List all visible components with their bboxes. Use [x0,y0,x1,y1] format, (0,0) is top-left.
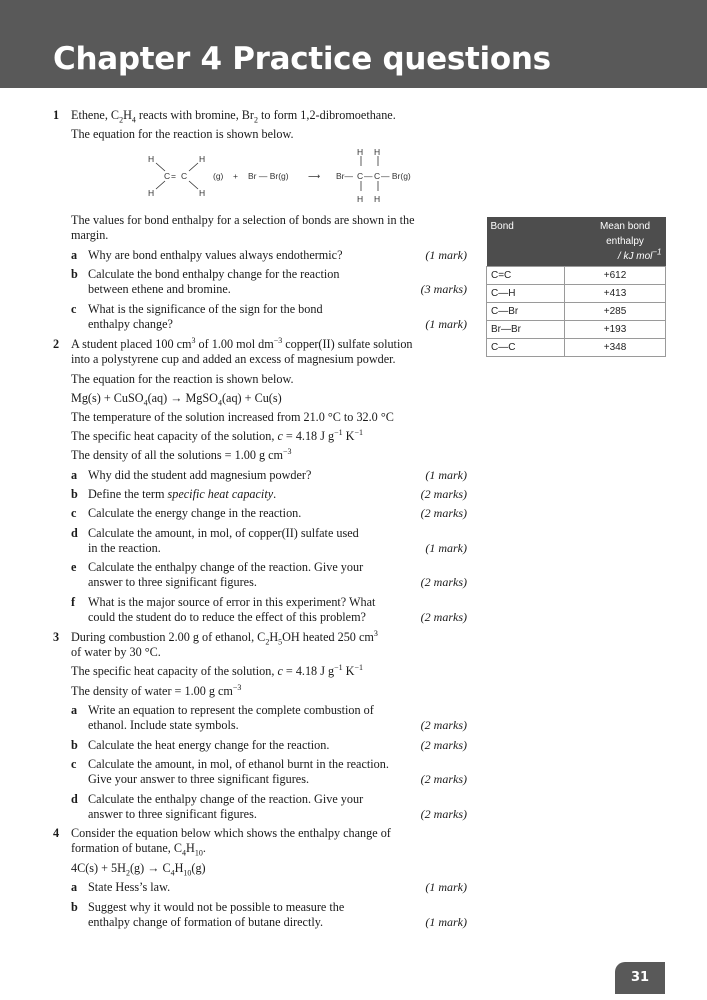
question-4-number: 4 [53,826,60,840]
part-letter: b [71,738,78,752]
question-1-number: 1 [53,108,60,122]
enthalpy-cell: +413 [565,285,666,303]
q2b-marks: (2 marks) [420,487,467,501]
table-header-row [487,217,666,267]
h-atom: H [357,194,364,204]
single-bond: — [364,171,373,181]
state-symbol: (g) [213,171,224,181]
q1b-text-1: Calculate the bond enthalpy change for the reaction [88,267,340,281]
enthalpy-cell: +348 [565,339,666,357]
q4-intro-1: Consider the equation below which shows the enthalpy change of [71,826,391,840]
q1a-marks: (1 mark) [425,248,467,262]
q2-specific-heat: The specific heat capacity of the solution, c = 4.18 J $g^{-1}$ $K^{-1}$ [71,427,363,443]
part-letter: a [71,248,78,262]
q3b-marks: (2 marks) [420,738,467,752]
q2-equation-intro: The equation for the reaction is shown below. [71,372,294,386]
table-row [487,285,666,303]
bond-enthalpy-table [486,217,666,357]
q4b-text-1: Suggest why it would not be possible to measure the [88,900,345,914]
q1-values-line-2: margin. [71,228,109,242]
page-number: 31 [615,962,665,994]
h-atom: H [357,147,364,157]
enthalpy-header-unit: / kJ mol$^{-1}$ [617,247,662,262]
question-2-number: 2 [53,337,60,351]
q1b-marks: (3 marks) [420,282,467,296]
q2e-text-1: Calculate the enthalpy change of the reaction. Give your [88,560,364,574]
q2e-text-2: answer to three significant figures. [88,575,257,589]
bond-cell: Br—Br [487,321,565,339]
q4a-text: State Hess’s law. [88,880,171,894]
q3c-text-2: Give your answer to three significant figures. [88,772,309,786]
q2f-text-2: could the student do to reduce the effect of this problem? [88,610,366,624]
q2e-marks: (2 marks) [420,575,467,589]
bond-cell: C—C [487,339,565,357]
enthalpy-header-label: Mean bond enthalpy [599,221,651,247]
bromine-molecule: Br — Br(g) [248,171,289,181]
q3-density: The density of water = 1.00 g $cm^{-3}$ [71,682,242,698]
q2a-marks: (1 mark) [425,468,467,482]
q3c-marks: (2 marks) [420,772,467,786]
q2-temperature: The temperature of the solution increased from 21.0 °C to 32.0 °C [71,410,394,424]
part-letter: b [71,900,78,914]
chapter-header [0,0,707,88]
q3-intro-1: During combustion 2.00 g of ethanol, $C_2H_5OH$ heated 250 $cm^3$ [71,628,378,647]
part-letter: b [71,487,78,501]
h-atom: H [374,194,381,204]
q2-equation: Mg(s) + CuSO$_4$(aq) → MgSO$_4$(aq) + Cu(s) [71,391,282,408]
q2-intro-2: into a polystyrene cup and added an excess of magnesium powder. [71,352,396,366]
q1-values-line-1: The values for bond enthalpy for a selection of bonds are shown in the [71,213,415,227]
part-letter: f [71,595,76,609]
part-letter: b [71,267,78,281]
q2c-text: Calculate the energy change in the reaction. [88,506,302,520]
h-atom: H [374,147,381,157]
double-bond: = [171,171,176,181]
q2c-marks: (2 marks) [420,506,467,520]
q3d-text-1: Calculate the enthalpy change of the reaction. Give your [88,792,364,806]
q2f-marks: (2 marks) [420,610,467,624]
enthalpy-cell: +285 [565,303,666,321]
q2b-text: Define the term specific heat capacity. [88,487,277,501]
q3a-text-2: ethanol. Include state symbols. [88,718,239,732]
q4a-marks: (1 mark) [425,880,467,894]
table-row [487,303,666,321]
c-atom: C [164,171,171,181]
part-letter: c [71,757,77,771]
part-letter: a [71,880,78,894]
reaction-arrow: ⟶ [308,171,321,181]
q4-equation: $4C(s) + 5H_2(g) \to C_4H_{10}(g)$ [71,861,206,878]
q3a-marks: (2 marks) [420,718,467,732]
reaction-structure-diagram [140,146,430,208]
bond-cell: C=C [487,267,565,285]
bromine-right: — Br(g) [381,171,411,181]
bond-cell: C—H [487,285,565,303]
q4b-text-2: enthalpy change of formation of butane directly. [88,915,324,929]
page-title: Chapter 4 Practice questions [53,41,551,77]
q2-intro-1: A student placed 100 $cm^3$ of 1.00 mol $dm^{-3}$ copper(II) sulfate solution [71,335,413,351]
enthalpy-cell: +612 [565,267,666,285]
bromine-left: Br— [336,171,353,181]
table-row [487,339,666,357]
q2a-text: Why did the student add magnesium powder? [88,468,312,482]
part-letter: d [71,792,78,806]
q3-specific-heat: The specific heat capacity of the solution, c = 4.18 J $g^{-1}$ $K^{-1}$ [71,662,363,678]
q2-density: The density of all the solutions = 1.00 g $cm^{-3}$ [71,446,292,462]
q3b-text: Calculate the heat energy change for the reaction. [88,738,330,752]
part-letter: a [71,703,78,717]
bond-cell: C—Br [487,303,565,321]
table-row [487,267,666,285]
part-letter: e [71,560,77,574]
q2d-text-1: Calculate the amount, in mol, of copper(II) sulfate used [88,526,359,540]
column-header-bond: Bond [487,217,565,267]
c-atom: C [357,171,364,181]
question-3-number: 3 [53,630,60,644]
q2d-marks: (1 mark) [425,541,467,555]
q4b-marks: (1 mark) [425,915,467,929]
q1-equation-intro: The equation for the reaction is shown below. [71,127,294,141]
part-letter: d [71,526,78,540]
q1c-marks: (1 mark) [425,317,467,331]
q3d-marks: (2 marks) [420,807,467,821]
c-atom: C [374,171,381,181]
part-letter: a [71,468,78,482]
q2f-text-1: What is the major source of error in this experiment? What [88,595,376,609]
h-atom: H [148,188,155,198]
enthalpy-cell: +193 [565,321,666,339]
q1c-text-1: What is the significance of the sign for the bond [88,302,323,316]
table-row [487,321,666,339]
q4-intro-2: formation of butane, $C_4H_{10}$. [71,841,206,858]
q1-intro: Ethene, $C_2H_4$ reacts with bromine, $Br_2$ to form 1,2-dibromoethane. [71,108,396,125]
q2d-text-2: in the reaction. [88,541,161,555]
q3-intro-2: of water by 30 °C. [71,645,161,659]
part-letter: c [71,302,77,316]
c-atom: C [181,171,188,181]
plus-sign: + [233,171,238,181]
h-atom: H [199,154,206,164]
q1c-text-2: enthalpy change? [88,317,173,331]
h-atom: H [199,188,206,198]
q3c-text-1: Calculate the amount, in mol, of ethanol burnt in the reaction. [88,757,389,771]
h-atom: H [148,154,155,164]
part-letter: c [71,506,77,520]
q3d-text-2: answer to three significant figures. [88,807,257,821]
q1a-text: Why are bond enthalpy values always endothermic? [88,248,343,262]
column-header-enthalpy [565,217,666,267]
q3a-text-1: Write an equation to represent the complete combustion of [88,703,374,717]
q1b-text-2: between ethene and bromine. [88,282,231,296]
